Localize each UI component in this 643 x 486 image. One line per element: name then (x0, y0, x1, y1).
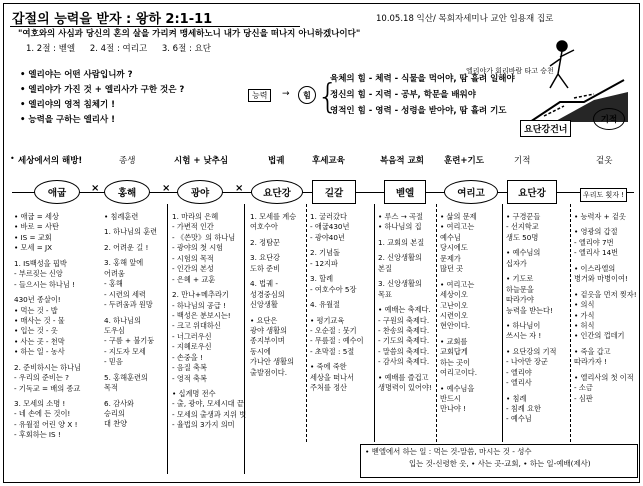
section-item: 1. 2절 : 벧엘 (26, 44, 76, 54)
column-line: - 모세의 출생과 지위 벗 (172, 409, 247, 419)
column-line: 1. IS백성을 핍박 (14, 258, 67, 268)
column-line: - 예수님 (506, 414, 532, 424)
column-line: 세상을 떠나서 (310, 372, 354, 382)
column-line: - 엘리야 7번 (574, 237, 614, 247)
column-line: 어려움 (104, 268, 125, 278)
column-line: 병거와 마병이여! (574, 274, 628, 284)
column-line: 2. 기념돌 (310, 248, 340, 258)
column-line: 하는 곳이 (440, 357, 471, 367)
column-line: • 여리고는 (440, 279, 475, 289)
ascension-figure-icon (524, 32, 634, 122)
column-heading: 시험 + 낮추심 (174, 156, 229, 166)
column-line: • 예수님을 (440, 383, 475, 393)
column-line: - 말씀의 축제다. (378, 346, 430, 356)
column-line: 3. 할례 (310, 274, 334, 284)
column-line: - 은혜 + 교훈 (172, 274, 216, 284)
column-line: 예수님 (440, 232, 461, 242)
column-line: - 12지파 (310, 258, 338, 268)
column-line: 고난이오 (440, 300, 468, 310)
column-line: • 이스라엘의 (574, 263, 616, 273)
column-line: - 손중을 ! (172, 352, 203, 362)
column-line: 2. 준비하시는 하나님 (14, 362, 81, 372)
intro-question: • 엘리야는 어떤 사람입니까 ? (20, 70, 133, 80)
column-line: 쓰시는 자 ! (506, 331, 542, 341)
skip-label: 우리도 횟자 ! (580, 188, 627, 202)
column-line: • 사는 곳 - 천막 (14, 336, 65, 346)
column-line: 당시에도 (440, 243, 468, 253)
column-line: 세상이오 (440, 290, 468, 300)
column-divider (502, 204, 503, 442)
column-line: 5. 홍해훈련의 (104, 372, 148, 382)
column-text (574, 212, 637, 404)
column-line: - 하나님의 공급 ! (172, 300, 226, 310)
column-line: - 우리의 준비는 ? (14, 373, 69, 383)
column-divider (374, 204, 375, 442)
column-line: 동시에 (250, 346, 271, 356)
arrow-right-icon: → (282, 89, 290, 99)
column-line: • 예수님의 (506, 248, 541, 258)
column-heading: 기적 (514, 156, 531, 166)
column-line: 교회답게 (440, 347, 468, 357)
column-line: 4. 하나님의 (104, 315, 141, 325)
column-line: - 가변적 인간 (172, 222, 214, 232)
column-line: • 바로 = 사탄 (14, 222, 59, 232)
column-line: 3. 홍해 앞에 (104, 258, 144, 268)
column-line: - 엘리사 (506, 378, 532, 388)
column-line: 4. 유월절 (310, 300, 340, 310)
column-line: • 애굽 = 세상 (14, 212, 59, 221)
column-line: • 겉옷을 먼저 찢자! (574, 289, 637, 299)
column-line: - 감사의 축제다. (378, 357, 430, 367)
column-line: 십자가 (506, 258, 527, 268)
column-line: • 하나님이 (506, 320, 541, 330)
column-line: - 부르짖는 신앙 (14, 269, 63, 279)
column-line: 1. 굴러갔다 (310, 212, 347, 221)
him-circle: 힘 (298, 86, 316, 104)
timeline-node-gilgal: 길갈 (312, 180, 356, 204)
column-text (310, 212, 364, 394)
intro-question: • 엘리야의 영적 침체기 ! (20, 100, 116, 110)
column-line: 대 찬양 (104, 419, 128, 429)
byline: 10.05.18 익산/ 목회자세미나 교안 임용재 집로 (376, 14, 554, 24)
column-line: 생도 50명 (506, 232, 539, 242)
column-line: - 《쓴맛》의 하나님 (172, 232, 236, 242)
column-line: 출발점이다. (250, 367, 288, 377)
column-line: - 시험의 목적 (172, 253, 214, 263)
column-line: • 먹는 것 - 밥 (14, 305, 58, 315)
column-line: - 선지학교 (506, 222, 539, 232)
column-line: 3. 요단강 (250, 253, 280, 263)
column-line: • 요단강의 기적 (506, 346, 557, 356)
column-line: - 지도자 모세 (104, 346, 146, 356)
column-line: - 애굽430년 (310, 222, 350, 232)
column-line: • 하나님의 집 (378, 222, 422, 232)
column-line: 문제가 (440, 253, 461, 263)
column-line: 여호수아 (250, 222, 278, 232)
column-line: 2. 신앙생활의 (378, 253, 422, 263)
column-line: - 들으시는 하나님 ! (14, 279, 75, 289)
column-line: • 예배는 축제다. (378, 305, 431, 315)
column-line: 여리고이다. (440, 368, 478, 378)
column-text (250, 212, 296, 378)
column-line: - 영적 축복 (172, 373, 207, 383)
column-line: 하늘문을 (506, 284, 534, 294)
column-heading: 종생 (119, 156, 136, 166)
column-line: • 교회를 (440, 336, 468, 346)
timeline-node-red-sea: 홍해 (104, 180, 150, 204)
column-line: 반드시 (440, 394, 461, 403)
column-line: 2. 어려운 길 ! (104, 242, 149, 252)
column-line: • 의식 (574, 300, 595, 310)
column-line: • 요단은 (250, 315, 278, 325)
column-line: - 크고 위대하신 (172, 321, 221, 331)
column-line: - 오순절 : 뭇기 (310, 325, 357, 335)
column-line: - 지혜로우신 (172, 342, 212, 352)
column-line: - 초막절 : 5절 (310, 346, 355, 356)
column-line: - 구름 + 불기둥 (104, 336, 155, 346)
timeline-node-bethel: 벧엘 (384, 180, 426, 204)
column-line: 주처를 정산 (310, 383, 348, 393)
power-line: 정신의 힘 - 지력 - 공부, 학문을 배워야 (330, 90, 476, 100)
column-line: 2. 만나+메추라기 (172, 290, 229, 300)
brace-icon: { (317, 77, 339, 117)
timeline-node-egypt: 애굽 (34, 180, 80, 204)
sermon-title: 갑절의 능력을 받자 : 왕하 2:1-11 (12, 12, 213, 27)
jordan-cross-label: 요단강건너 (520, 120, 571, 137)
column-line: 3. 신앙생활의 (378, 279, 422, 289)
bethel-note-box (360, 444, 638, 478)
column-line: • 여리고는 (440, 222, 475, 232)
column-line: - 엘리사 14번 (574, 248, 619, 258)
section-item: 3. 6절 : 요단 (161, 44, 211, 54)
column-line: - 백성은 분보시는! (172, 310, 231, 320)
timeline-node-jordan: 요단강 (251, 180, 303, 204)
column-line: 3. 모세의 소명 ! (14, 399, 66, 408)
column-line: • 죽에 죽한 (310, 362, 347, 372)
column-line: • 침례 (506, 393, 527, 403)
column-line: - 홍해 (104, 279, 123, 289)
column-line: 430년 종살이! (14, 295, 61, 305)
note-line: 입는 것-신령한 옷, • 사는 곳-교회, • 하는 일-예배(제사) (409, 458, 591, 468)
column-line: - 엘리야 (506, 367, 532, 377)
column-line: • 엘리사의 첫 이적 (574, 372, 634, 382)
column-line: 2. 정탐꾼 (250, 237, 280, 247)
column-line: - 찬송의 축제다. (378, 325, 430, 335)
column-line: 현안이다. (440, 321, 471, 331)
column-line: • 루스 → 곡절 (378, 212, 423, 221)
column-line: 시련이오 (440, 310, 468, 320)
note-line: • 벧엘에서 하는 일 : 먹는 것-말씀, 마시는 것 - 성수 (365, 447, 532, 456)
timeline-cross-mark: × (91, 183, 100, 194)
column-text (14, 212, 81, 441)
column-line: - 유월절 어린 양 X ! (14, 419, 78, 429)
column-line: - 나아만 장군 (506, 357, 548, 367)
timeline-node-wilderness: 광야 (177, 180, 223, 204)
column-line: 따라가자 ! (574, 357, 607, 367)
column-heading: 훈련+기도 (444, 156, 484, 166)
column-line: 목적 (104, 383, 118, 393)
column-divider (306, 204, 307, 442)
column-line: 목표 (378, 289, 392, 299)
column-line: - 음질 축복 (172, 363, 207, 373)
section-list (26, 42, 223, 54)
column-line: 1. 마라의 은혜 (172, 212, 219, 221)
column-heading: 법궤 (268, 156, 285, 166)
column-line: 광야 생활의 (250, 325, 288, 335)
power-line: 영적인 힘 - 영력 - 성령을 받아야, 땀 흘려 기도 (330, 106, 507, 116)
column-line: • 모세 = JX (14, 243, 53, 253)
column-line: 4. 법궤 - (250, 279, 278, 289)
column-line: - 무릎절 : 예수이 (310, 336, 364, 346)
column-line: 신앙생활 (250, 300, 278, 310)
column-line: • 십계명 전수 (172, 389, 216, 398)
column-line: • 매사는 것 - 물 (14, 315, 65, 325)
column-line: 따라가야 (506, 295, 534, 305)
column-divider (167, 204, 168, 474)
chariot-note: 엘리야가 회리바람 타고 승천 (466, 67, 554, 75)
column-line: - 여호수아 5장 (310, 284, 357, 294)
column-line: 본질 (378, 263, 392, 273)
column-line: • 침례훈련 (104, 212, 139, 221)
column-line: - 믿음 (104, 357, 123, 367)
column-line: 종지부이며 (250, 336, 285, 346)
column-line: • 죽을 갑고 (574, 346, 611, 356)
column-line: 성경중심의 (250, 289, 285, 299)
column-line: 1. 모세를 계승 (250, 212, 297, 221)
column-line: 가나안 생활의 (250, 357, 294, 367)
column-line: • 인간의 껍데기 (574, 331, 625, 341)
column-line: - 네 손에 든 것이! (14, 409, 71, 419)
column-line: • 허식 (574, 320, 595, 330)
column-line: - 두려움과 원망 (104, 300, 153, 310)
power-line: 육체의 힘 - 체력 - 식물을 먹어야, 땀 흘려 일해야 (330, 74, 515, 84)
column-line: • 영광의 갑절 (574, 227, 618, 237)
column-text (506, 212, 556, 425)
column-line: - 심판 (574, 393, 593, 403)
intro-question: • 능력을 구하는 엘리사 ! (20, 115, 116, 125)
column-line: 1. 교회의 본질 (378, 237, 425, 247)
timeline-bullet: • (10, 154, 15, 163)
miracle-label: 기적 (593, 108, 625, 130)
column-line: - 구원의 축제다. (378, 315, 430, 325)
column-line: - 출, 광야, 모세시대 끝 (172, 399, 244, 409)
timeline-cross-mark: × (235, 183, 244, 194)
column-line: - 후회하는 IS ! (14, 430, 61, 440)
column-line: • 삶의 문제 (440, 212, 477, 221)
column-line: 도하 준비 (250, 263, 281, 273)
column-line: • 예배를 즐겁고 (378, 372, 429, 382)
column-divider (436, 204, 437, 442)
document-page (3, 3, 640, 483)
column-line: 1. 하나님의 훈련 (104, 227, 158, 237)
column-line: • 능력자 + 겉옷 (574, 212, 626, 221)
column-heading: 후세교육 (312, 156, 345, 166)
section-item: 2. 4절 : 여리고 (89, 44, 148, 54)
column-line: 생명력이 있어야! (378, 383, 432, 393)
column-line: • 구경꾼들 (506, 212, 541, 221)
column-text (172, 212, 246, 431)
column-line: • 기도로 (506, 274, 534, 284)
column-heading: 복음적 교회 (380, 156, 425, 166)
timeline-node-jericho: 여리고 (444, 180, 498, 204)
column-line: 능력을 받는다! (506, 305, 553, 315)
column-line: - 기독교 = 배의 종교 (14, 383, 81, 393)
column-divider (570, 204, 571, 442)
column-line: - 광야40년 (310, 232, 345, 242)
column-text (104, 212, 157, 430)
column-line: - 광야의 첫 시험 (172, 243, 224, 253)
column-line: 6. 감사와 (104, 398, 134, 408)
column-heading: 겉옷 (596, 156, 613, 166)
column-line: - 시련의 세력 (104, 289, 146, 299)
column-line: - 인간의 본성 (172, 264, 214, 274)
column-heading: 세상에서의 해방! (18, 156, 83, 166)
column-line: • IS = 교회 (14, 232, 52, 242)
column-text (440, 212, 477, 415)
column-line: - 너그러우신 (172, 331, 212, 341)
column-line: • 평기교육 (310, 315, 345, 325)
timeline-node-jordan-2: 요단강 (507, 180, 557, 204)
column-line: - 율법의 3가지 의미 (172, 420, 235, 430)
column-line: • 가식 (574, 310, 595, 320)
intro-question: • 엘리야가 가진 것 + 엘리사가 구한 것은 ? (20, 85, 185, 95)
column-line: 도우심 (104, 325, 125, 335)
key-verse: "여호와의 사심과 당신의 혼의 살을 가리켜 맹세하노니 내가 당신을 떠나지 아니하겠나이다" (18, 29, 361, 39)
column-text (378, 212, 432, 394)
column-line: • 하는 일 - 농사 (14, 347, 65, 357)
timeline-cross-mark: × (162, 183, 171, 194)
column-line: - 침례 요한 (506, 404, 541, 413)
column-line: 많던 곳 (440, 264, 464, 274)
column-line: 승리의 (104, 409, 125, 418)
column-line: • 입는 것 - 옷 (14, 326, 58, 336)
column-line: 만나야 ! (440, 404, 466, 414)
column-line: - 소금 (574, 383, 593, 393)
power-box: 능력 (248, 89, 271, 102)
column-line: - 기도의 축제다. (378, 336, 430, 346)
